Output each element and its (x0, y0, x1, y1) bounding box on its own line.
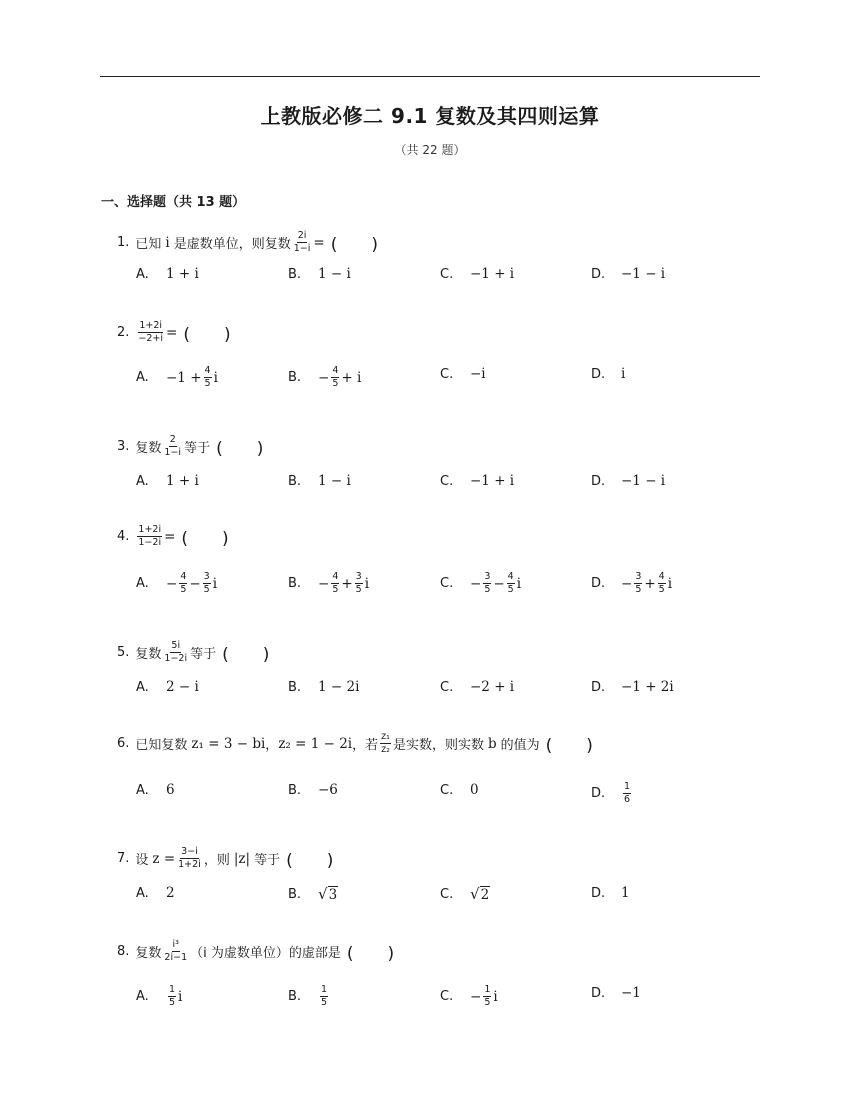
math-i: i (165, 234, 170, 251)
option-d[interactable]: D. −1 (591, 985, 641, 1001)
question-text: ，则 (203, 853, 230, 868)
option-a[interactable]: A. $\frac{1}{5}$ i (136, 984, 183, 1009)
equals: = (164, 528, 176, 545)
question-7 (117, 846, 333, 871)
option-d[interactable]: D. −1 − i (591, 266, 666, 282)
math-z2: z₂ = 1 − 2i (278, 735, 353, 752)
option-b[interactable]: B. $\frac{1}{5}$ (288, 984, 328, 1009)
question-4 (117, 524, 229, 549)
fraction: $\frac{\text{z₁}}{\text{z₂}}$ (381, 730, 390, 755)
fraction: $\frac{5i}{1-2i}$ (164, 639, 188, 664)
math-b: b (487, 735, 497, 752)
question-text: 等于 (254, 853, 281, 868)
question-count: （共 22 题） (394, 143, 466, 157)
option-b[interactable]: B. 1 − i (288, 473, 351, 489)
option-c[interactable]: C. − $\frac{3}{5}$ − $\frac{4}{5}$ i (440, 571, 522, 596)
page-title: 上教版必修二 9.1 复数及其四则运算 (260, 104, 600, 128)
answer-blank: ( ) (181, 529, 229, 549)
question-text: （i 为虚数单位）的虚部是 (190, 946, 341, 961)
question-text: 复数 (135, 946, 162, 961)
option-c[interactable]: C. 0 (440, 782, 479, 798)
question-3 (117, 434, 263, 459)
option-c[interactable]: C. −2 + i (440, 679, 515, 695)
option-a[interactable]: A. 1 + i (136, 473, 199, 489)
fraction: $\frac{2i}{1-i}$ (293, 229, 311, 254)
option-c[interactable]: C. −1 + i (440, 266, 515, 282)
option-b[interactable]: B. − $\frac{4}{5}$ + $\frac{3}{5}$ i (288, 571, 370, 596)
question-number: 1. (117, 235, 130, 250)
question-2 (117, 320, 231, 345)
option-c[interactable]: C. −1 + i (440, 473, 515, 489)
question-text: 设 (135, 853, 149, 868)
option-d[interactable]: D. i (591, 366, 626, 382)
option-c[interactable]: C. − $\frac{1}{5}$ i (440, 984, 498, 1009)
question-text: 等于 (184, 441, 211, 456)
answer-blank: ( ) (286, 851, 334, 871)
fraction: $\frac{2}{1-i}$ (164, 433, 182, 458)
answer-blank: ( ) (216, 439, 264, 459)
question-text: ，若 (352, 738, 379, 753)
answer-blank: ( ) (346, 944, 395, 964)
equals: = (313, 234, 325, 251)
option-b[interactable]: B. √ 3 (288, 885, 338, 903)
equals: = (166, 324, 178, 341)
question-5 (117, 640, 269, 665)
question-number: 4. (117, 529, 130, 544)
answer-blank: ( ) (183, 325, 231, 345)
fraction: $\frac{3-i}{1+2i}$ (178, 845, 201, 870)
fraction: $\frac{1+2i}{-2+i}$ (138, 319, 164, 344)
option-a[interactable]: A. −1 + $\frac{4}{5}$ i (136, 365, 218, 390)
question-number: 8. (117, 944, 130, 959)
math-abs: |z| (233, 850, 251, 867)
option-c[interactable]: C. √ 2 (440, 885, 490, 903)
option-a[interactable]: A. 2 (136, 885, 175, 901)
question-text: ， (265, 738, 279, 753)
option-b[interactable]: B. 1 − i (288, 266, 351, 282)
option-a[interactable]: A. 1 + i (136, 266, 199, 282)
question-8 (117, 939, 394, 964)
option-a[interactable]: A. 6 (136, 782, 175, 798)
option-d[interactable]: D. −1 − i (591, 473, 666, 489)
question-number: 2. (117, 325, 130, 340)
question-text: 是实数，则实数 (392, 738, 484, 753)
option-b[interactable]: B. − $\frac{4}{5}$ + i (288, 365, 362, 390)
option-d[interactable]: D. − $\frac{3}{5}$ + $\frac{4}{5}$ i (591, 571, 673, 596)
question-text: 已知 (135, 237, 162, 252)
fraction: $\frac{1+2i}{1-2i}$ (138, 523, 162, 548)
option-a[interactable]: A. − $\frac{4}{5}$ − $\frac{3}{5}$ i (136, 571, 218, 596)
math-z1: z₁ = 3 − bi (191, 735, 266, 752)
question-text: 的值为 (500, 738, 540, 753)
question-text: 等于 (190, 647, 217, 662)
question-text: 是虚数单位，则复数 (173, 237, 291, 252)
option-b[interactable]: B. −6 (288, 782, 338, 798)
answer-blank: ( ) (545, 736, 593, 756)
header-rule (100, 76, 760, 77)
question-text: 已知复数 (135, 738, 188, 753)
option-d[interactable]: D. −1 + 2i (591, 679, 674, 695)
option-c[interactable]: C. −i (440, 366, 486, 382)
question-number: 3. (117, 439, 130, 454)
section-heading: 一、选择题（共 13 题） (101, 195, 246, 210)
option-a[interactable]: A. 2 − i (136, 679, 199, 695)
option-b[interactable]: B. 1 − 2i (288, 679, 360, 695)
question-number: 6. (117, 736, 130, 751)
question-text: 复数 (135, 647, 162, 662)
question-1 (117, 230, 378, 255)
option-d[interactable]: D. $\frac{1}{6}$ (591, 781, 631, 806)
answer-blank: ( ) (222, 645, 270, 665)
answer-blank: ( ) (330, 235, 378, 255)
option-d[interactable]: D. 1 (591, 885, 630, 901)
fraction: $\frac{\text{i³}}{2i-1}$ (164, 938, 188, 963)
question-text: 复数 (135, 441, 162, 456)
question-number: 7. (117, 851, 130, 866)
question-number: 5. (117, 645, 130, 660)
question-6 (117, 731, 593, 756)
math-z: z = (152, 850, 176, 867)
